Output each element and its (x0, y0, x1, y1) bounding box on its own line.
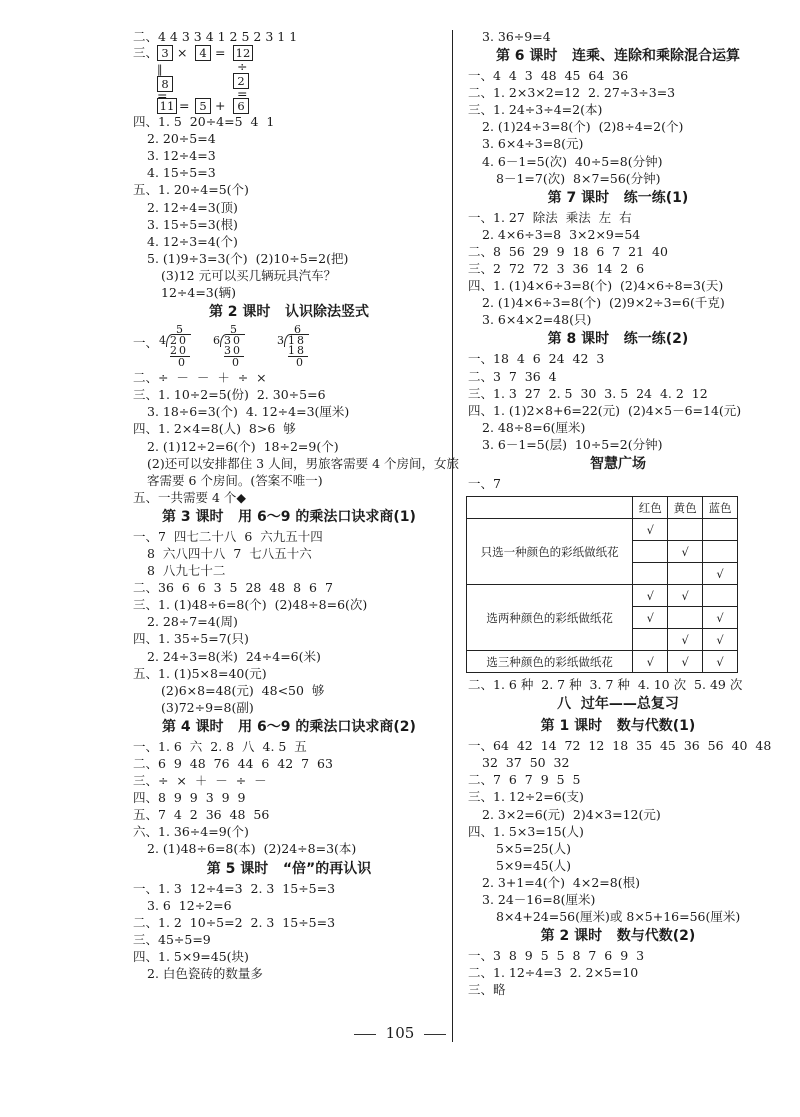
answer-line: 三、1. (1)48÷6=8(个) (2)48÷8=6(次) (133, 597, 368, 613)
table-header: 红色 (633, 497, 668, 519)
item-number: 一、 (133, 335, 159, 351)
answer-line: 四、1. (1)4×6÷3=8(个) (2)4×6÷8=3(天) (468, 278, 724, 294)
page-number: 105 (385, 1024, 415, 1042)
footer-rule (424, 1034, 446, 1035)
answer-line: 8 八九七十二 (147, 563, 226, 579)
answer-line: 5×9=45(人) (496, 857, 572, 873)
lesson-heading: 第 3 课时 用 6～9 的乘法口诀求商(1) (162, 508, 416, 525)
unit-heading: 八 过年——总复习 (557, 696, 679, 713)
answer-line: 二、6 9 48 76 44 6 42 7 63 (133, 756, 333, 771)
answer-line: 3. 18÷6=3(个) 4. 12÷4=3(厘米) (147, 404, 350, 420)
answer-line: 五、7 4 2 36 48 56 (133, 807, 270, 823)
long-division (277, 323, 313, 369)
answer-line: 三、45÷5=9 (133, 931, 211, 947)
answer-line: 二、÷ － － ＋ ÷ × (133, 370, 267, 386)
answer-line: 4. 6－1=5(次) 40÷5=8(分钟) (482, 153, 663, 169)
answer-line: 四、1. 5 20÷4=5 4 1 (133, 114, 275, 130)
page-footer (0, 1024, 800, 1042)
quotient: 6 (294, 323, 302, 337)
table-cell (703, 519, 738, 541)
table-cell (633, 563, 668, 585)
operator: ‖ (157, 63, 163, 77)
answer-box: 8 (157, 76, 173, 92)
table-cell (668, 563, 703, 585)
answer-line: 三、÷ × ＋ － ÷ － (133, 773, 267, 789)
answer-line: 二、4 4 3 3 4 1 2 5 2 3 1 1 (133, 29, 298, 44)
answer-line: (3)12 元可以买几辆玩具汽车？ (161, 267, 337, 283)
answer-line: 5×5=25(人) (496, 840, 572, 856)
answer-box: 4 (195, 45, 211, 61)
answer-line: 四、1. 2×4=8(人) 8>6 够 (133, 421, 296, 437)
divisor: 6 (213, 334, 220, 348)
answer-line: 3. 6×4×2=48(只) (482, 312, 592, 328)
table-corner-cell (467, 497, 633, 519)
answer-line: 2. (1)48÷6=8(本) (2)24÷8=3(本) (147, 841, 357, 857)
operator: = (215, 45, 226, 61)
remainder: 0 (178, 356, 185, 370)
answer-line: 2. 白色瓷砖的数量多 (147, 966, 263, 982)
answer-box: 12 (233, 45, 253, 61)
answer-line: 2. (1)12÷2=6(个) 18÷2=9(个) (147, 438, 339, 454)
answer-line: 二、36 6 6 3 5 28 48 8 6 7 (133, 580, 333, 596)
table-header: 黄色 (668, 497, 703, 519)
answer-line: 3. 36÷9=4 (482, 29, 551, 44)
answer-line: 一、64 42 14 72 12 18 35 45 36 56 40 48 (468, 738, 772, 754)
remainder: 0 (296, 356, 303, 370)
answer-line: 一、7 (468, 475, 501, 491)
answer-line: 3. 6－1=5(层) 10÷5=2(分钟) (482, 436, 663, 452)
answer-line: 一、3 8 9 5 5 8 7 6 9 3 (468, 948, 645, 964)
answer-line: 四、1. 5×9=45(块) (133, 948, 249, 964)
item-number: 三、 (133, 45, 159, 61)
answer-line: 5. (1)9÷3=3(个) (2)10÷5=2(把) (147, 250, 349, 266)
answer-line: (2)6×8=48(元) 48<50 够 (161, 682, 325, 698)
table-cell: √ (668, 651, 703, 673)
table-cell (668, 519, 703, 541)
table-cell (703, 585, 738, 607)
operator: = (157, 88, 168, 104)
table-cell: √ (703, 651, 738, 673)
product: 30 (224, 344, 242, 358)
long-division-row (133, 323, 445, 369)
section-heading: 智慧广场 (590, 455, 646, 472)
divisor: 3 (277, 334, 284, 348)
operator: ÷ (237, 59, 248, 75)
table-cell: √ (703, 607, 738, 629)
answer-line: 三、1. 10÷2=5(份) 2. 30÷5=6 (133, 387, 326, 403)
answer-line: 二、3 7 36 4 (468, 368, 557, 384)
answer-line: 五、1. (1)5×8=40(元) (133, 665, 267, 681)
answer-line: 五、1. 20÷4=5(个) (133, 182, 249, 198)
table-cell: √ (703, 629, 738, 651)
right-column (468, 28, 772, 998)
answer-line: 三、略 (468, 982, 506, 998)
answer-line: 2. 4×6÷3=8 3×2×9=54 (482, 226, 641, 242)
answer-line: 二、1. 6 种 2. 7 种 3. 7 种 4. 10 次 5. 49 次 (468, 677, 743, 693)
footer-rule (354, 1034, 376, 1035)
answer-line: 2. (1)24÷3=8(个) (2)8÷4=2(个) (482, 119, 684, 135)
table-cell: √ (668, 629, 703, 651)
answer-line: 3. 6×4÷3=8(元) (482, 136, 584, 152)
row-group-label: 只选一种颜色的彩纸做纸花 (467, 519, 633, 585)
answer-line: 8 六八四十八 7 七八五十六 (147, 545, 312, 561)
table-row (467, 651, 738, 673)
operator: = (179, 98, 190, 114)
quotient: 5 (176, 323, 184, 337)
answer-line: 2. 28÷7=4(周) (147, 614, 238, 630)
lesson-heading: 第 2 课时 数与代数(2) (540, 928, 696, 945)
operator: + (215, 98, 226, 114)
answer-line: 六、1. 36÷4=9(个) (133, 824, 249, 840)
answer-line: 四、8 9 9 3 9 9 (133, 790, 246, 806)
lesson-heading: 第 4 课时 用 6～9 的乘法口诀求商(2) (162, 718, 416, 735)
answer-line: 3. 24－16=8(厘米) (482, 892, 596, 907)
color-combination-table (466, 496, 738, 673)
box-equation (133, 45, 445, 113)
table-cell (633, 629, 668, 651)
answer-line: 3. 15÷5=3(根) (147, 216, 238, 232)
long-division (213, 323, 249, 369)
answer-line: 一、18 4 6 24 42 3 (468, 351, 605, 367)
row-group-label: 选两种颜色的彩纸做纸花 (467, 585, 633, 651)
lesson-heading: 第 6 课时 连乘、连除和乘除混合运算 (495, 48, 741, 65)
divisor: 4 (159, 334, 166, 348)
product: 18 (288, 344, 306, 358)
lesson-heading: 第 5 课时 “倍”的再认识 (206, 860, 372, 877)
answer-line: 12÷4=3(辆) (161, 285, 237, 301)
product: 20 (170, 344, 188, 358)
answer-line: 一、1. 27 除法 乘法 左 右 (468, 209, 632, 225)
table-cell: √ (668, 585, 703, 607)
answer-line: 8－1=7(次) 8×7=56(分钟) (496, 170, 661, 186)
answer-line: 三、1. 3 27 2. 5 30 3. 5 24 4. 2 12 (468, 385, 708, 401)
operator: × (177, 45, 188, 61)
answer-box: 5 (195, 98, 211, 114)
answer-line: 32 37 50 32 (482, 755, 570, 771)
answer-line: 客需要 6 个房间。(答案不唯一) (147, 472, 323, 488)
table-row (467, 585, 738, 607)
long-division (159, 323, 195, 369)
quotient: 5 (230, 323, 238, 337)
answer-line: (2)还可以安排都住 3 人间，男旅客需要 4 个房间，女旅 (147, 455, 460, 471)
table-cell (668, 607, 703, 629)
table-cell (703, 541, 738, 563)
table-cell: √ (703, 563, 738, 585)
answer-line: 二、8 56 29 9 18 6 7 21 40 (468, 243, 668, 259)
answer-line: 2. 3×2=6(元) 2)4×3=12(元) (482, 806, 661, 822)
answer-box: 11 (157, 98, 177, 114)
answer-line: 三、1. 24÷3÷4=2(本) (468, 102, 603, 118)
row-group-label: 选三种颜色的彩纸做纸花 (467, 651, 633, 673)
answer-line: 一、7 四七二十八 6 六九五十四 (133, 528, 323, 544)
answer-line: 二、1. 2 10÷5=2 2. 3 15÷5=3 (133, 914, 336, 930)
remainder: 0 (232, 356, 239, 370)
answer-line: 2. 3+1=4(个) 4×2=8(根) (482, 874, 640, 890)
table-header-row (467, 497, 738, 519)
answer-line: (3)72÷9=8(副) (161, 699, 254, 715)
answer-line: 2. 20÷5=4 (147, 131, 216, 147)
answer-line: 8×4+24=56(厘米)或 8×5+16=56(厘米) (496, 909, 741, 925)
answer-line: 二、1. 2×3×2=12 2. 27÷3÷3=3 (468, 85, 676, 101)
answer-line: 四、1. 5×3=15(人) (468, 823, 584, 839)
answer-box: 3 (157, 45, 173, 61)
column-divider (452, 30, 453, 1042)
left-column (133, 28, 460, 982)
operator: = (237, 86, 248, 102)
answer-line: 三、2 72 72 3 36 14 2 6 (468, 261, 645, 277)
answer-line: 二、1. 12÷4=3 2. 2×5=10 (468, 965, 639, 981)
lesson-heading: 第 1 课时 数与代数(1) (540, 718, 696, 735)
table-cell: √ (633, 651, 668, 673)
table-cell (633, 541, 668, 563)
table-cell: √ (668, 541, 703, 563)
answer-line: 一、1. 6 六 2. 8 八 4. 5 五 (133, 738, 307, 754)
table-cell: √ (633, 607, 668, 629)
lesson-heading: 第 8 课时 练一练(2) (547, 331, 689, 348)
answer-line: 二、7 6 7 9 5 5 (468, 772, 581, 788)
answer-line: 四、1. (1)2×8+6=22(元) (2)4×5－6=14(元) (468, 402, 742, 418)
lesson-heading: 第 2 课时 认识除法竖式 (208, 304, 370, 321)
dividend: 30 (224, 334, 242, 348)
table-row (467, 519, 738, 541)
table-header: 蓝色 (703, 497, 738, 519)
lesson-heading: 第 7 课时 练一练(1) (547, 189, 689, 206)
answer-line: 一、4 4 3 48 45 64 36 (468, 68, 629, 84)
answer-line: 3. 6 12÷2=6 (147, 897, 232, 913)
answer-line: 2. (1)4×6÷3=8(个) (2)9×2÷3=6(千克) (482, 295, 725, 311)
answer-line: 4. 12÷3=4(个) (147, 233, 238, 249)
dividend: 18 (288, 334, 306, 348)
table-cell: √ (633, 519, 668, 541)
answer-line: 2. 48÷8=6(厘米) (482, 419, 586, 435)
answer-line: 三、1. 12÷2=6(支) (468, 789, 584, 805)
answer-box: 2 (233, 73, 249, 89)
answer-line: 3. 12÷4=3 (147, 148, 216, 164)
answer-line: 一、1. 3 12÷4=3 2. 3 15÷5=3 (133, 880, 336, 896)
answer-box: 6 (233, 98, 249, 114)
answer-line: 四、1. 35÷5=7(只) (133, 631, 249, 647)
table-cell: √ (633, 585, 668, 607)
answer-line: 4. 15÷5=3 (147, 165, 216, 181)
answer-line: 2. 24÷3=8(米) 24÷4=6(米) (147, 648, 321, 664)
answer-line: 2. 12÷4=3(顶) (147, 199, 238, 215)
dividend: 20 (170, 334, 188, 348)
answer-line: 五、一共需要 4 个◆ (133, 489, 247, 505)
